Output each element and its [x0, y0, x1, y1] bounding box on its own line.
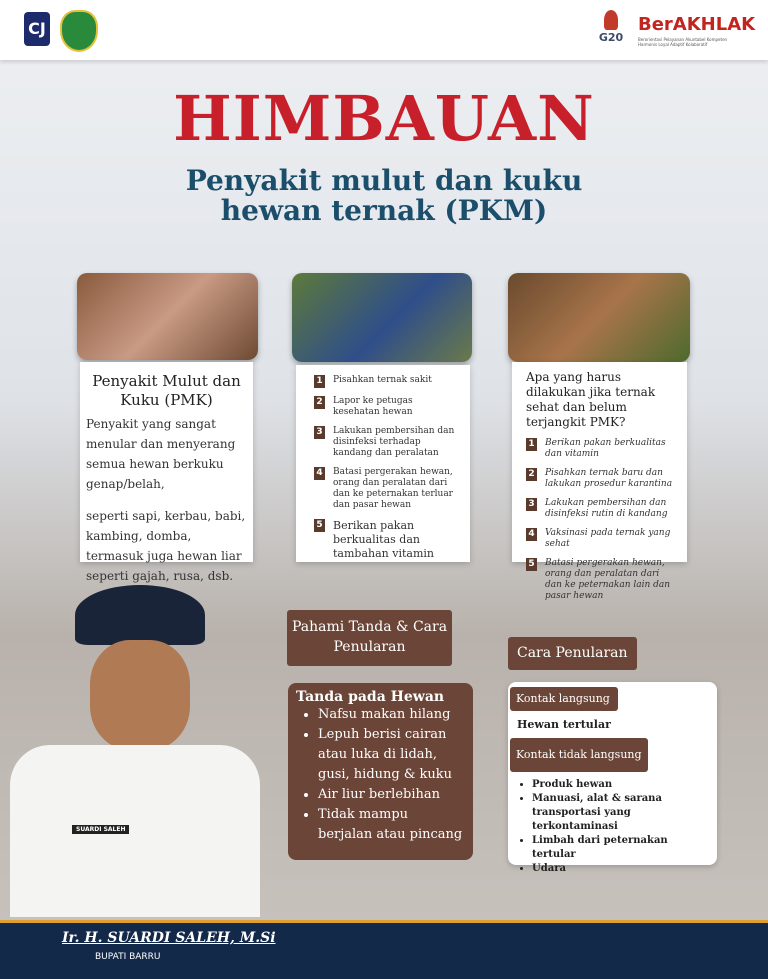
signs-card	[288, 683, 473, 860]
list-item: 5 Batasi pergerakan hewan, orang dan peralatan dari dan ke peternakan lain dan pasar hewan	[526, 558, 679, 602]
name-tag: SUARDI SALEH	[72, 825, 129, 834]
berakhlak-logo: BerAKHLAK	[638, 14, 756, 35]
footer-bar	[0, 920, 768, 979]
card-title: Apa yang harus dilakukan jika ternak sehat dan belum terjangkit PMK?	[526, 370, 656, 429]
list-item: 1 Pisahkan ternak sakit	[314, 375, 460, 388]
indirect-contact-list	[508, 778, 713, 876]
list-item: • Nafsu makan hilang	[318, 705, 465, 725]
list-item: 3 Lakukan pembersihan dan disinfeksi terhadap kandang dan peralatan	[314, 426, 460, 459]
vaccination-photo	[508, 273, 690, 362]
prevention-list	[526, 438, 679, 602]
page-title: HIMBAUAN	[173, 82, 595, 155]
list-item: • Air liur berlebihan	[318, 785, 465, 805]
list-item: 2 Pisahkan ternak baru dan lakukan prosedur karantina	[526, 468, 679, 490]
list-item: • Produk hewan	[532, 778, 713, 792]
list-item: 2 Lapor ke petugas kesehatan hewan	[314, 396, 460, 418]
handling-steps-card	[296, 365, 470, 562]
vet-photo	[292, 273, 472, 362]
list-item: 4 Batasi pergerakan hewan, orang dan peralatan dari dan ke peternakan terluar dan pasar hewan	[314, 467, 460, 511]
list-item: 4 Vaksinasi pada ternak yang sehat	[526, 528, 679, 550]
list-item: • Udara	[532, 862, 713, 876]
regency-logo: CJ	[24, 12, 50, 46]
handling-steps-list	[314, 375, 460, 561]
list-item: • Tidak mampu berjalan atau pincang	[318, 805, 465, 845]
cattle-photo	[77, 273, 258, 360]
province-logo	[60, 10, 98, 52]
list-item: 5 Berikan pakan berkualitas dan tambahan vitamin	[314, 519, 460, 561]
berakhlak-tagline: Berorientasi Pelayanan Akuntabel Kompeten Harmonis Loyal Adaptif Kolaboratif	[638, 37, 728, 47]
card-body: Penyakit yang sangat menular dan menyerang semua hewan berkuku genap/belah,	[86, 417, 236, 491]
direct-contact-text: Hewan tertular	[517, 718, 611, 731]
direct-contact-label: Kontak langsung	[510, 687, 618, 711]
section-heading: Pahami Tanda & Cara Penularan	[287, 610, 452, 666]
signs-title: Tanda pada Hewan	[296, 689, 445, 705]
list-item: • Limbah dari peternakan tertular	[532, 834, 713, 862]
prevention-card	[512, 362, 687, 601]
list-item: 3 Lakukan pembersihan dan disinfeksi rutin di kandang	[526, 498, 679, 520]
indirect-contact-label: Kontak tidak langsung :	[510, 738, 648, 772]
pmk-info-card	[80, 362, 253, 583]
transmission-card	[508, 682, 717, 874]
official-name: Ir. H. SUARDI SALEH, M.Si	[62, 930, 276, 946]
subtitle-line-1: Penyakit mulut dan kuku	[185, 164, 583, 197]
list-item: • Lepuh berisi cairan atau luka di lidah, gusi, hidung & kuku	[318, 725, 465, 785]
card-body-2: seperti sapi, kerbau, babi, kambing, domba, termasuk juga hewan liar seperti gajah, rusa, dsb.	[86, 509, 246, 583]
subtitle-line-2: hewan ternak (PKM)	[220, 194, 548, 227]
list-item: • Manuasi, alat & sarana transportasi yang terkontaminasi	[532, 792, 713, 834]
transmission-heading: Cara Penularan	[508, 637, 637, 670]
card-title: Penyakit Mulut dan Kuku (PMK)	[92, 372, 241, 409]
official-portrait	[10, 585, 260, 917]
official-role: BUPATI BARRU	[95, 952, 161, 962]
list-item: 1 Berikan pakan berkualitas dan vitamin	[526, 438, 679, 460]
signs-list	[296, 705, 465, 845]
g20-logo	[598, 10, 624, 44]
g20-label: G20	[598, 31, 624, 44]
